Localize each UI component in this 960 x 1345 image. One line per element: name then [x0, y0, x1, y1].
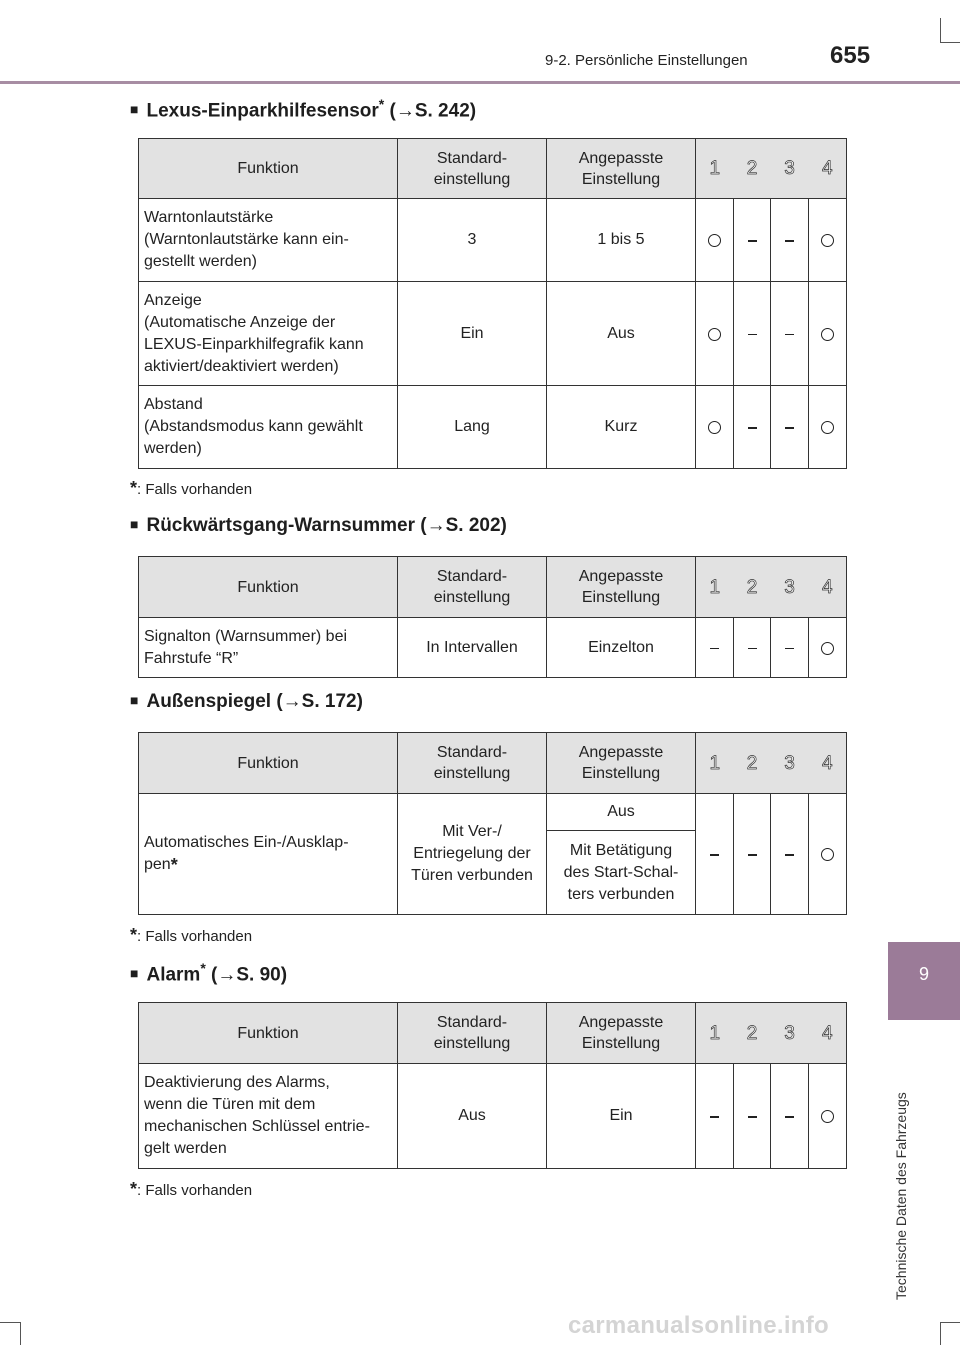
function-line: gestellt werden) — [144, 253, 257, 270]
col-method-3: 3 — [771, 557, 809, 618]
col-method-4: 4 — [809, 733, 847, 794]
function-line: wenn die Türen mit dem — [144, 1096, 316, 1113]
settings-table-alarm — [138, 1002, 847, 1169]
method-cell — [696, 386, 734, 469]
method-cell — [734, 199, 771, 282]
dash-icon — [785, 334, 794, 336]
table-header-row — [139, 139, 847, 199]
standard-cell — [398, 794, 547, 915]
col-standard-l1: Standard- — [436, 568, 508, 585]
bullet-icon: ■ — [130, 965, 139, 982]
function-line: Abstand — [144, 396, 203, 413]
method-cell — [771, 794, 809, 915]
dash-icon — [710, 648, 719, 650]
col-standard — [398, 557, 547, 618]
function-cell — [139, 1064, 398, 1169]
col-angepasste — [547, 733, 696, 794]
col-method-4: 4 — [809, 139, 847, 199]
col-standard — [398, 733, 547, 794]
footnote — [130, 478, 252, 499]
col-method-3: 3 — [771, 733, 809, 794]
method-cell — [771, 282, 809, 386]
custom-cell — [547, 831, 696, 915]
function-line: gelt werden — [144, 1140, 227, 1157]
dash-icon — [710, 854, 719, 856]
section-title-text: Lexus-Einparkhilfesensor — [146, 100, 379, 122]
function-line: Deaktivierung des Alarms, — [144, 1074, 330, 1091]
dash-icon — [748, 1116, 757, 1118]
col-angepasste-l2: Einstellung — [581, 765, 661, 782]
method-cell — [809, 386, 847, 469]
footnote — [130, 925, 252, 946]
section-title-parksensor — [130, 96, 476, 122]
function-line: Automatisches Ein-/Ausklap- — [144, 834, 349, 851]
custom-cell: Ein — [547, 1064, 696, 1169]
col-method-2: 2 — [734, 557, 771, 618]
col-angepasste-l2: Einstellung — [581, 170, 661, 188]
dash-icon — [748, 854, 757, 856]
method-cell — [696, 282, 734, 386]
crop-mark — [940, 18, 941, 42]
standard-line: Entriegelung der — [413, 845, 531, 862]
dash-icon — [785, 1116, 794, 1118]
page-reference-link[interactable]: (→S. 172) — [271, 691, 363, 712]
table-row — [139, 794, 847, 831]
col-method-2: 2 — [734, 733, 771, 794]
dash-icon — [748, 334, 757, 336]
standard-cell: Lang — [398, 386, 547, 469]
footnote — [130, 1179, 252, 1200]
custom-cell: Aus — [547, 282, 696, 386]
footnote-text: : Falls vorhanden — [137, 928, 253, 945]
section-title-reverse-buzzer — [130, 515, 507, 537]
circle-icon — [708, 328, 721, 341]
chapter-tab[interactable]: 9 — [888, 942, 960, 1020]
col-angepasste — [547, 139, 696, 199]
col-method-4: 4 — [809, 1003, 847, 1064]
col-standard-l1: Standard- — [436, 1014, 508, 1031]
col-method-3: 3 — [771, 139, 809, 199]
circle-icon — [821, 1110, 834, 1123]
footnote-star: * — [130, 925, 138, 945]
dash-icon — [748, 648, 757, 650]
col-angepasste-l1: Angepasste — [578, 1014, 664, 1031]
crop-mark — [940, 1322, 960, 1323]
settings-table-mirrors — [138, 732, 847, 915]
function-line: Anzeige — [144, 291, 202, 309]
function-line: Signalton (Warnsummer) bei — [144, 627, 348, 645]
col-method-2: 2 — [734, 1003, 771, 1064]
method-cell — [809, 199, 847, 282]
standard-cell: In Intervallen — [398, 618, 547, 678]
custom-line: des Start-Schal- — [563, 863, 679, 881]
col-standard — [398, 1003, 547, 1064]
header-rule — [0, 81, 960, 84]
method-cell — [734, 386, 771, 469]
custom-line: ters verbunden — [567, 885, 675, 903]
custom-cell: 1 bis 5 — [547, 199, 696, 282]
col-standard-l2: einstellung — [433, 765, 511, 782]
standard-line: Mit Ver-/ — [442, 823, 502, 840]
bullet-icon: ■ — [130, 101, 139, 118]
custom-cell: Kurz — [547, 386, 696, 469]
circle-icon — [708, 234, 721, 247]
col-funktion: Funktion — [139, 139, 398, 199]
method-cell — [696, 618, 734, 678]
dash-icon — [710, 1116, 719, 1118]
function-line: LEXUS-Einparkhilfegrafik kann — [144, 335, 364, 353]
col-angepasste-l2: Einstellung — [581, 1035, 661, 1052]
col-angepasste — [547, 1003, 696, 1064]
chapter-label: Technische Daten des Fahrzeugs — [893, 1092, 909, 1300]
table-header-row — [139, 557, 847, 618]
footnote-star: * — [130, 1179, 138, 1199]
page-reference-link[interactable]: (→S. 202) — [415, 515, 507, 536]
col-method-3: 3 — [771, 1003, 809, 1064]
method-cell — [696, 1064, 734, 1169]
section-title-alarm — [130, 960, 287, 986]
standard-cell: Ein — [398, 282, 547, 386]
crop-mark — [20, 1322, 21, 1345]
standard-line: Türen verbunden — [411, 867, 533, 884]
method-cell — [771, 199, 809, 282]
standard-cell: 3 — [398, 199, 547, 282]
function-line: Fahrstufe “R” — [144, 649, 239, 667]
custom-cell: Aus — [547, 794, 696, 831]
table-header-row — [139, 1003, 847, 1064]
circle-icon — [821, 642, 834, 655]
method-cell — [809, 794, 847, 915]
method-cell — [696, 199, 734, 282]
col-funktion: Funktion — [139, 733, 398, 794]
crop-mark — [940, 42, 960, 43]
col-standard-l1: Standard- — [436, 149, 508, 167]
table-row — [139, 199, 847, 282]
col-method-4: 4 — [809, 557, 847, 618]
function-cell — [139, 618, 398, 678]
section-title-text: Außenspiegel — [146, 691, 272, 712]
bullet-icon: ■ — [130, 692, 139, 708]
col-angepasste-l1: Angepasste — [578, 149, 664, 167]
function-cell — [139, 282, 398, 386]
col-angepasste-l1: Angepasste — [578, 744, 664, 761]
function-line — [144, 854, 387, 876]
col-angepasste-l1: Angepasste — [578, 568, 664, 585]
col-angepasste — [547, 557, 696, 618]
crop-mark — [0, 1322, 20, 1323]
col-funktion: Funktion — [139, 557, 398, 618]
table-row — [139, 1064, 847, 1169]
custom-cell: Einzelton — [547, 618, 696, 678]
function-cell — [139, 794, 398, 915]
footnote-star: * — [130, 478, 138, 498]
custom-line: Mit Betätigung — [569, 841, 673, 859]
function-line: Warntonlautstärke — [144, 209, 274, 226]
table-header-row — [139, 733, 847, 794]
circle-icon — [708, 421, 721, 434]
col-method-2: 2 — [734, 139, 771, 199]
col-method-1: 1 — [696, 557, 734, 618]
section-title-text: Rückwärtsgang-Warnsummer — [146, 515, 415, 536]
col-angepasste-l2: Einstellung — [581, 589, 661, 606]
method-cell — [696, 794, 734, 915]
col-method-1: 1 — [696, 733, 734, 794]
col-standard-l2: einstellung — [433, 1035, 511, 1052]
method-cell — [809, 282, 847, 386]
footnote-star: * — [200, 960, 206, 976]
circle-icon — [821, 328, 834, 341]
bullet-icon: ■ — [130, 516, 139, 532]
settings-table-parksensor — [138, 138, 847, 469]
settings-table-reverse-buzzer — [138, 556, 847, 678]
table-row — [139, 386, 847, 469]
circle-icon — [821, 848, 834, 861]
table-row — [139, 282, 847, 386]
method-cell — [734, 618, 771, 678]
method-cell — [734, 794, 771, 915]
page-number: 655 — [830, 42, 871, 69]
col-method-1: 1 — [696, 1003, 734, 1064]
method-cell — [734, 1064, 771, 1169]
col-funktion: Funktion — [139, 1003, 398, 1064]
col-standard — [398, 139, 547, 199]
standard-cell: Aus — [398, 1064, 547, 1169]
dash-icon — [785, 240, 794, 242]
crop-mark — [940, 1322, 941, 1345]
function-line: (Automatische Anzeige der — [144, 313, 336, 331]
function-cell — [139, 199, 398, 282]
watermark: carmanualsonline.info — [568, 1312, 830, 1339]
method-cell — [771, 618, 809, 678]
function-line-text: pen — [144, 856, 171, 873]
function-line: mechanischen Schlüssel entrie- — [144, 1118, 370, 1135]
col-method-1: 1 — [696, 139, 734, 199]
method-cell — [809, 618, 847, 678]
footnote-star: * — [170, 855, 178, 875]
footnote-text: : Falls vorhanden — [137, 481, 253, 498]
dash-icon — [785, 427, 794, 429]
dash-icon — [785, 648, 794, 650]
function-cell — [139, 386, 398, 469]
dash-icon — [748, 240, 757, 242]
page-reference-link[interactable]: (→S. 90) — [205, 964, 288, 986]
method-cell — [771, 386, 809, 469]
function-line: (Abstandsmodus kann gewählt — [144, 418, 363, 435]
section-title-text: Alarm — [146, 964, 201, 986]
col-standard-l2: einstellung — [433, 170, 511, 188]
function-line: aktiviert/deaktiviert werden) — [144, 357, 339, 375]
circle-icon — [821, 421, 834, 434]
col-standard-l2: einstellung — [433, 589, 511, 606]
footnote-text: : Falls vorhanden — [137, 1182, 253, 1199]
function-line: (Warntonlautstärke kann ein- — [144, 231, 349, 248]
table-row — [139, 618, 847, 678]
method-cell — [734, 282, 771, 386]
circle-icon — [821, 234, 834, 247]
dash-icon — [748, 427, 757, 429]
section-header: 9-2. Persönliche Einstellungen — [545, 52, 748, 69]
footnote-star: * — [378, 96, 385, 112]
col-standard-l1: Standard- — [436, 744, 508, 761]
section-title-mirrors — [130, 691, 363, 713]
function-line: werden) — [144, 440, 202, 457]
method-cell — [809, 1064, 847, 1169]
method-cell — [771, 1064, 809, 1169]
dash-icon — [785, 854, 794, 856]
page-reference-link[interactable]: (→S. 242) — [384, 100, 477, 122]
